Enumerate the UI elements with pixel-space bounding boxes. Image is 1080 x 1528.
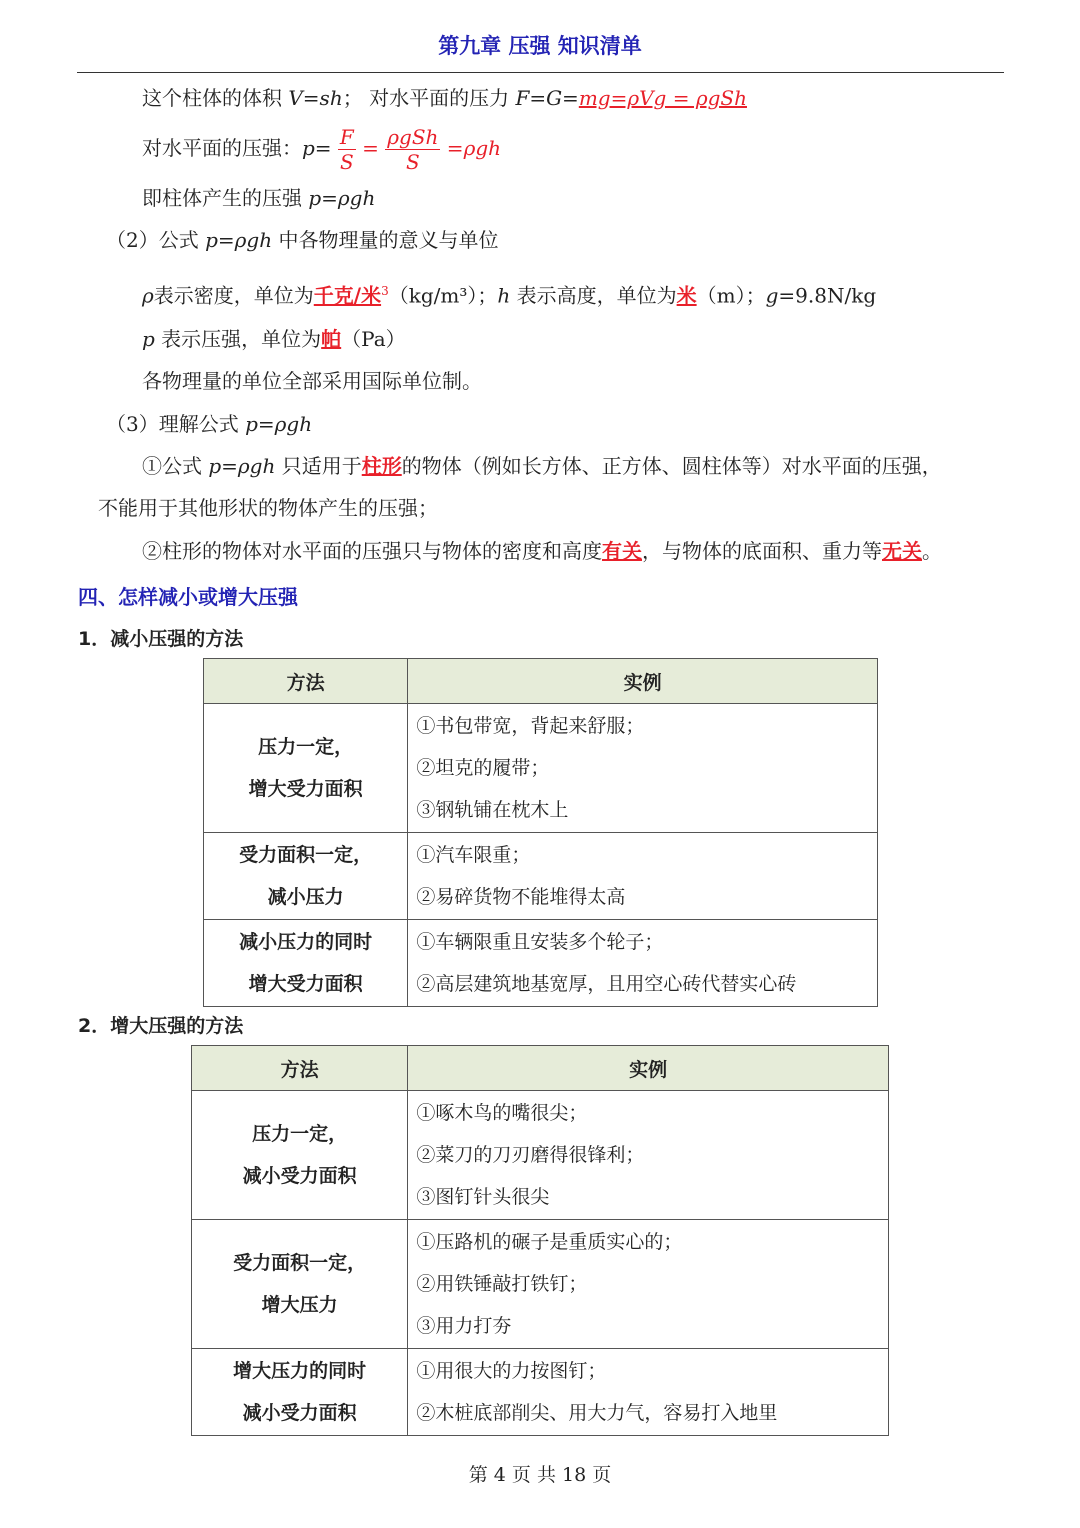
- applicability-line-cont: 不能用于其他形状的物体产生的压强；: [98, 496, 438, 520]
- method-line: 受力面积一定，: [233, 1252, 367, 1274]
- superscript: 3: [381, 284, 389, 298]
- method-line: 增大压力的同时: [233, 1360, 367, 1382]
- text: =9.8N/kg: [778, 283, 877, 308]
- example-item: ①啄木鸟的嘴很尖；: [416, 1102, 588, 1124]
- page-title: 第九章 压强 知识清单: [438, 34, 642, 58]
- reduce-pressure-table: [203, 658, 878, 1007]
- text: 这个柱体的体积: [142, 86, 289, 110]
- example-item: ③钢轨铺在枕木上: [416, 799, 569, 821]
- formula: V=sh: [288, 86, 343, 110]
- table-row: [204, 704, 878, 833]
- text: ，与物体的底面积、重力等: [642, 539, 882, 563]
- text: 表示高度，单位为: [510, 283, 677, 308]
- numerator: ρgSh: [387, 125, 439, 149]
- subsection-title-reduce: 1．减小压强的方法: [78, 628, 244, 650]
- table-row: [192, 1220, 889, 1349]
- text: ②柱形的物体对水平面的压强只与物体的密度和高度: [142, 539, 602, 563]
- method-cell: [204, 833, 408, 920]
- example-item: ②用铁锤敲打铁钉；: [416, 1273, 588, 1295]
- highlight-formula: mg=ρVg = ρgSh: [578, 86, 747, 110]
- example-item: ③用力打夯: [416, 1315, 512, 1337]
- example-item: ①用很大的力按图钉；: [416, 1360, 607, 1382]
- table-header-row: [192, 1046, 889, 1091]
- text: ； 对水平面的压力: [342, 86, 516, 110]
- method-line: 减小受力面积: [242, 1165, 357, 1187]
- example-cell: [408, 1349, 889, 1436]
- si-units-line: 各物理量的单位全部采用国际单位制。: [142, 369, 482, 393]
- column-pressure-line: [142, 184, 375, 212]
- volume-force-line: [142, 84, 747, 112]
- text: 表示压强，单位为: [154, 327, 322, 351]
- pressure-unit-line: [142, 325, 406, 353]
- method-line: 增大压力: [261, 1294, 338, 1316]
- keyword: 有关: [602, 539, 642, 563]
- example-cell: [408, 1091, 889, 1220]
- section-title: 四、怎样减小或增大压强: [78, 585, 298, 609]
- header-example: 实例: [408, 659, 878, 704]
- table-row: [192, 1091, 889, 1220]
- denominator: S: [406, 150, 420, 174]
- fraction-rhogsh-over-s: [385, 125, 440, 174]
- formula: p=ρgh: [208, 454, 276, 478]
- text: 只适用于: [275, 454, 362, 478]
- page-number: 第 4 页 共 18 页: [468, 1464, 612, 1486]
- method-line: 受力面积一定，: [239, 844, 373, 866]
- units-line: [142, 277, 876, 310]
- text: （Pa）: [341, 327, 406, 351]
- keyword: 千克/米: [313, 283, 382, 308]
- header-divider: [77, 72, 1004, 73]
- example-item: ②高层建筑地基宽厚，且用空心砖代替实心砖: [416, 973, 797, 995]
- method-line: 减小压力的同时: [239, 931, 373, 953]
- method-line: 增大受力面积: [248, 778, 363, 800]
- method-cell: [192, 1349, 408, 1436]
- denominator: S: [340, 150, 354, 174]
- fraction-f-over-s: [338, 125, 356, 174]
- header-method: 方法: [204, 659, 408, 704]
- example-item: ②坦克的履带；: [416, 757, 550, 779]
- symbol: p: [142, 327, 155, 351]
- formula: p=ρgh: [205, 228, 273, 252]
- example-cell: [408, 1220, 889, 1349]
- table-row: [192, 1349, 889, 1436]
- applicability-line: [142, 452, 942, 480]
- table-row: [204, 833, 878, 920]
- method-cell: [192, 1220, 408, 1349]
- understand-formula-heading: [106, 410, 312, 438]
- formula: p=: [302, 136, 332, 160]
- example-item: ①压路机的碾子是重质实心的；: [416, 1231, 683, 1253]
- text: ①公式: [142, 454, 209, 478]
- text: （m）；: [696, 283, 766, 308]
- method-line: 增大受力面积: [248, 973, 363, 995]
- text: 对水平面的压强：: [142, 136, 302, 160]
- symbol: ρ: [142, 283, 154, 308]
- example-item: ②易碎货物不能堆得太高: [416, 886, 626, 908]
- keyword: 无关: [882, 539, 922, 563]
- text: （kg/m³）；: [388, 283, 498, 308]
- keyword: 柱形: [361, 454, 402, 478]
- example-item: ③图钉针头很尖: [416, 1186, 550, 1208]
- example-item: ②木桩底部削尖、用大力气，容易打入地里: [416, 1402, 778, 1424]
- text: 的物体（例如长方体、正方体、圆柱体等）对水平面的压强，: [401, 454, 942, 478]
- example-cell: [408, 920, 878, 1007]
- method-line: 压力一定，: [258, 736, 354, 758]
- formula-meaning-heading: [106, 226, 498, 254]
- example-item: ①车辆限重且安装多个轮子；: [416, 931, 664, 953]
- formula: p=ρgh: [308, 186, 376, 210]
- text: （2）公式: [106, 228, 206, 252]
- numerator: F: [339, 125, 354, 149]
- subsection-title-increase: 2．增大压强的方法: [78, 1015, 244, 1037]
- symbol: g: [765, 283, 779, 308]
- table-header-row: [204, 659, 878, 704]
- text: 中各物理量的意义与单位: [272, 228, 499, 252]
- header-method: 方法: [192, 1046, 408, 1091]
- example-item: ①汽车限重；: [416, 844, 531, 866]
- text: 即柱体产生的压强: [142, 186, 309, 210]
- symbol: h: [497, 283, 511, 308]
- text: （3）理解公式: [106, 412, 246, 436]
- example-item: ①书包带宽，背起来舒服；: [416, 715, 645, 737]
- text: 。: [922, 539, 942, 563]
- formula: p=ρgh: [245, 412, 313, 436]
- example-cell: [408, 704, 878, 833]
- keyword: 帕: [321, 327, 342, 351]
- method-line: 减小压力: [267, 886, 344, 908]
- method-cell: [204, 704, 408, 833]
- example-item: ②菜刀的刀刃磨得很锋利；: [416, 1144, 645, 1166]
- header-example: 实例: [408, 1046, 889, 1091]
- method-line: 压力一定，: [252, 1123, 348, 1145]
- dependency-line: [142, 537, 942, 565]
- keyword: 米: [676, 283, 697, 308]
- formula-result: =ρgh: [440, 136, 502, 160]
- formula: F=G=: [515, 86, 579, 110]
- table-row: [204, 920, 878, 1007]
- method-cell: [192, 1091, 408, 1220]
- pressure-formula-line: [142, 122, 501, 174]
- example-cell: [408, 833, 878, 920]
- method-cell: [204, 920, 408, 1007]
- text: 表示密度，单位为: [153, 283, 314, 308]
- method-line: 减小受力面积: [242, 1402, 357, 1424]
- equals: =: [355, 136, 386, 160]
- increase-pressure-table: [191, 1045, 889, 1436]
